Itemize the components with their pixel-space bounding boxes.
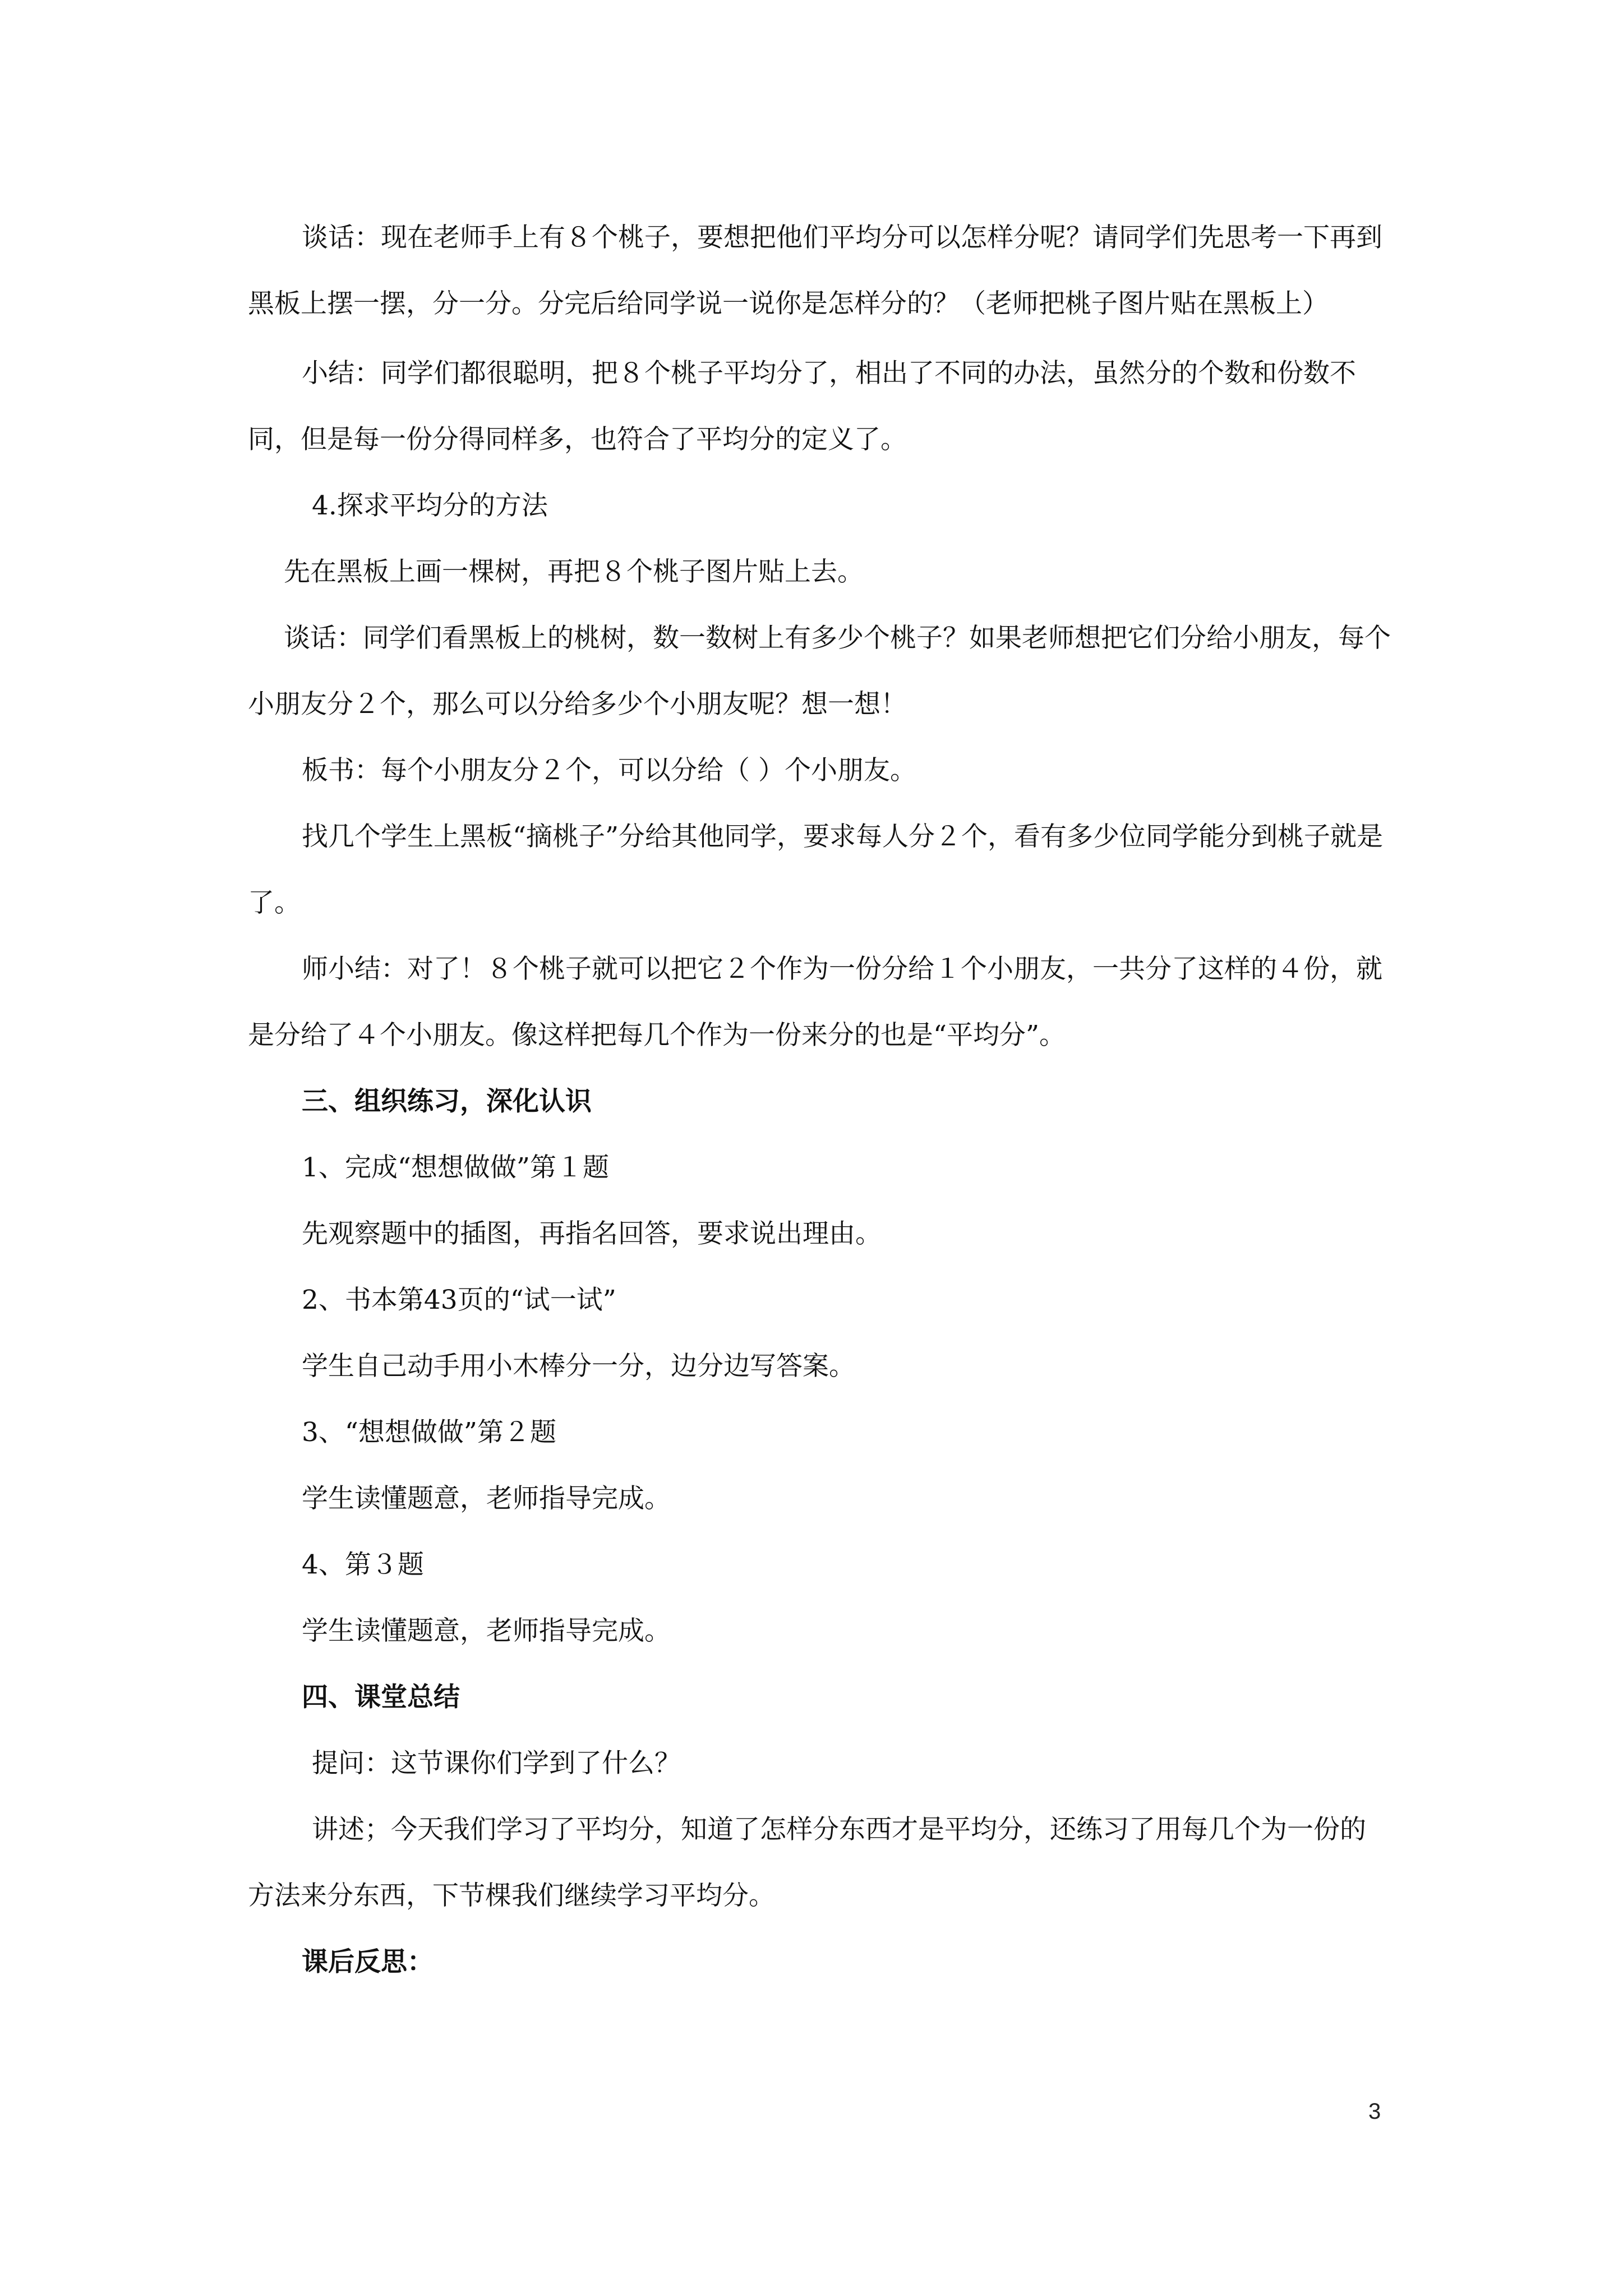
paragraph-talk-peaches: 谈话：现在老师手上有８个桃子，要想把他们平均分可以怎样分呢？请同学们先思考一下再到黑板上摆一摆，分一分。分完后给同学说一说你是怎样分的？（老师把桃子图片贴在黑板上） (248, 222, 1382, 319)
exercise-1-text: 先观察题中的插图，再指名回答，要求说出理由。 (302, 1218, 882, 1249)
exercise-3-title: 3、“想想做做”第２题 (302, 1417, 556, 1448)
exercise-4-title: 4、第３题 (302, 1549, 424, 1580)
paragraph-draw-tree: 先在黑板上画一棵树，再把８个桃子图片贴上去。 (284, 556, 864, 587)
paragraph-pick-peaches: 找几个学生上黑板“摘桃子”分给其他同学，要求每人分２个，看有多少位同学能分到桃子就是了。 (248, 821, 1384, 918)
section-heading-3: 三、组织练习，深化认识 (302, 1086, 592, 1117)
exercise-2-title: 2、书本第43页的“试一试” (302, 1285, 616, 1315)
paragraph-talk-tree: 谈话：同学们看黑板上的桃树，数一数树上有多少个桃子？如果老师想把它们分给小朋友，每个小朋友分２个，那么可以分给多少个小朋友呢？想一想！ (248, 623, 1391, 720)
page-number: 3 (1368, 2099, 1381, 2124)
exercise-4-text: 学生读懂题意，老师指导完成。 (302, 1616, 671, 1646)
paragraph-narration: 讲述；今天我们学习了平均分，知道了怎样分东西才是平均分，还练习了用每几个为一份的方法来分东西，下节棵我们继续学习平均分。 (248, 1814, 1366, 1911)
paragraph-teacher-summary: 师小结：对了！８个桃子就可以把它２个作为一份分给１个小朋友，一共分了这样的４份，就是分给了４个小朋友。像这样把每几个作为一份来分的也是“平均分”。 (248, 954, 1382, 1051)
paragraph-board-writing: 板书：每个小朋友分２个，可以分给（ ）个小朋友。 (302, 755, 916, 786)
section-heading-4: 4.探求平均分的方法 (312, 490, 548, 521)
exercise-1-title: 1、完成“想想做做”第１题 (302, 1152, 609, 1183)
exercise-2-text: 学生自己动手用小木棒分一分，边分边写答案。 (302, 1351, 855, 1382)
section-heading-4-summary: 四、课堂总结 (302, 1682, 460, 1713)
reflection-heading: 课后反思： (302, 1947, 434, 1977)
paragraph-question: 提问：这节课你们学到了什么？ (312, 1748, 681, 1779)
exercise-3-text: 学生读懂题意，老师指导完成。 (302, 1483, 671, 1514)
paragraph-summary-1: 小结：同学们都很聪明，把８个桃子平均分了，相出了不同的办法，虽然分的个数和份数不同，但是每一份分得同样多，也符合了平均分的定义了。 (248, 358, 1356, 455)
document-body (248, 205, 1392, 1995)
